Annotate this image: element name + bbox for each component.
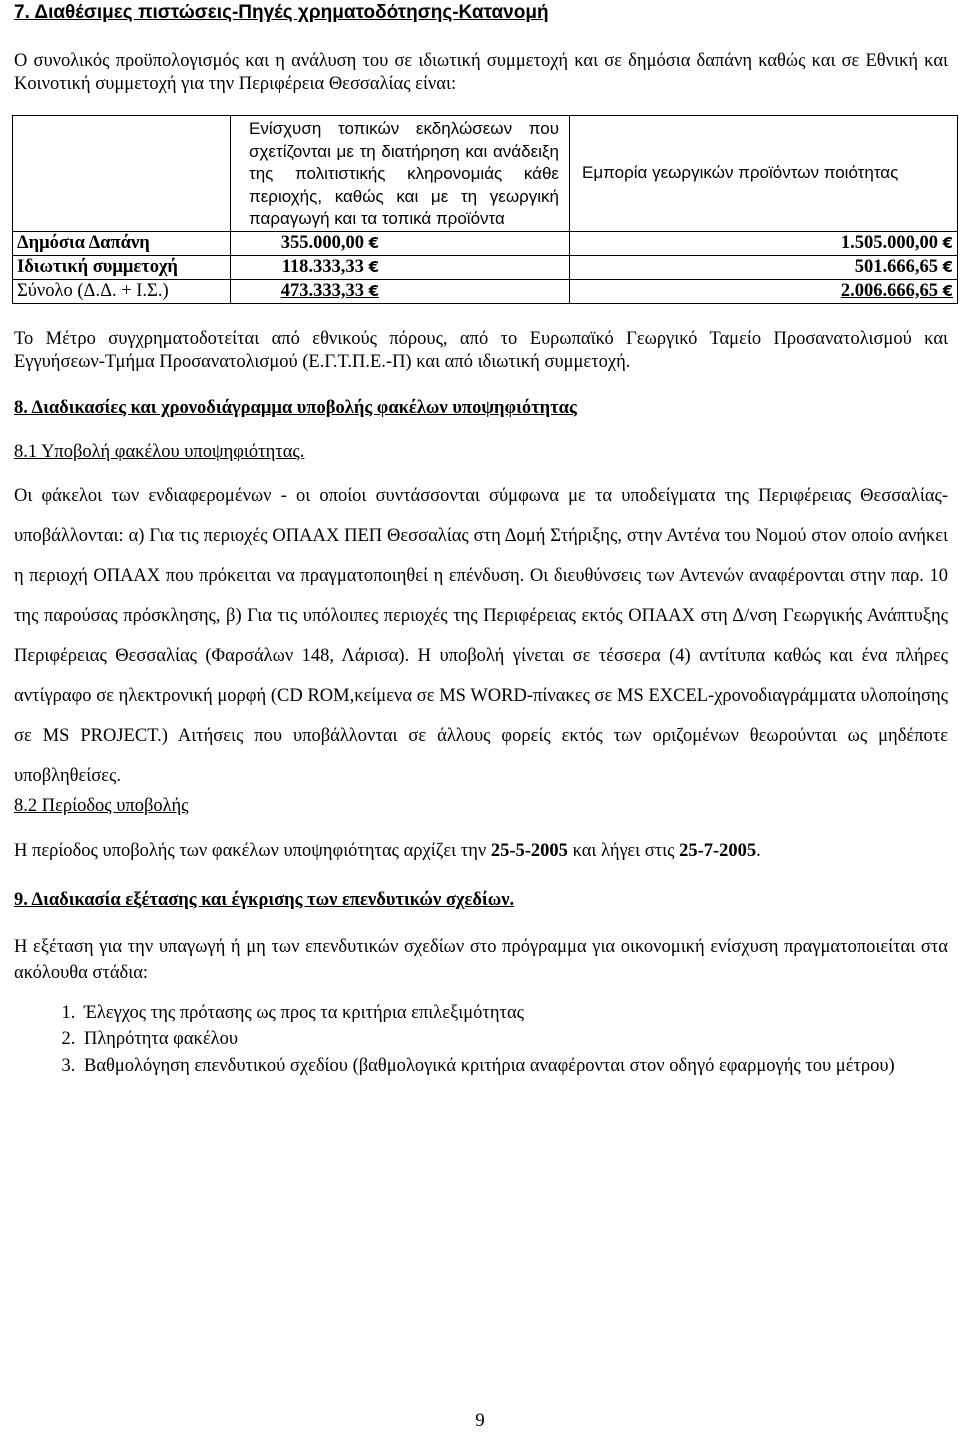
row-value-col2: 2.006.666,65 € [570,279,958,303]
table-row [13,231,958,255]
table-row [13,255,958,279]
subsection-8-1-title: 8.1 Υποβολή φακέλου υποψηφιότητας. [14,441,305,462]
row-value-col2: 1.505.000,00 € [570,231,958,255]
row-value-col1: 473.333,33 € [231,279,570,303]
evaluation-stages-list [14,1000,948,1080]
submission-paragraph: Οι φάκελοι των ενδιαφερομένων - οι οποίοι συντάσσονται σύμφωνα με τα υποδείγματα της Περιφέρειας Θεσσαλίας- υποβάλλονται: α) Για τις περιοχές ΟΠΑΑΧ ΠΕΠ Θεσσαλίας στη Δομή Στήριξης, στην Αντένα του Νομού στον οποίο ανήκει η περιοχή ΟΠΑΑΧ που πρόκειται να πραγματοποιηθεί η επένδυση. Οι διευθύνσεις των Αντενών αναφέρονται στην παρ. 10 της παρούσας πρόσκλησης, β) Για τις υπόλοιπες περιοχές της Περιφέρειας εκτός ΟΠΑΑΧ στη Δ/νση Γεωργικής Ανάπτυξης Περιφέρειας Θεσσαλίας (Φαρσάλων 148, Λάρισα). Η υποβολή γίνεται σε τέσσερα (4) αντίτυπα καθώς και ένα πλήρες αντίγραφο σε ηλεκτρονική μορφή (CD ROM,κείμενα σε MS WORD-πίνακες σε MS EXCEL-χρονοδιαγράμματα υλοποίησης σε MS PROJECT.) Αιτήσεις που υποβάλλονται σε άλλους φορείς εκτός των οριζομένων θεωρούνται ως μηδέποτε υποβληθείσες. [14,485,948,786]
funding-paragraph: Το Μέτρο συγχρηματοδοτείται από εθνικούς πόρους, από το Ευρωπαϊκό Γεωργικό Ταμείο Προσανατολισμού και Εγγυήσεων-Τμήμα Προσανατολισμού (Ε.Γ.Τ.Π.Ε.-Π) και από ιδιωτική συμμετοχή. [14,328,948,372]
section-8-title: 8. Διαδικασίες και χρονοδιάγραμμα υποβολής φακέλων υποψηφιότητας [14,397,577,418]
period-start-date: 25-5-2005 [490,840,568,861]
row-label: Δημόσια Δαπάνη [13,231,231,255]
table-row [13,279,958,303]
table-header-row [13,116,958,232]
section-9-title: 9. Διαδικασία εξέτασης και έγκρισης των επενδυτικών σχεδίων. [14,889,515,910]
page-number: 9 [475,1410,485,1431]
list-item: 1. Έλεγχος της πρότασης ως προς τα κριτήρια επιλεξιμότητας [80,1000,948,1027]
row-value-col1: 118.333,33 € [231,255,570,279]
euro-symbol: € [368,281,379,300]
euro-symbol: € [942,281,953,300]
section-7-title: 7. Διαθέσιμες πιστώσεις-Πηγές χρηματοδότησης-Κατανομή [14,2,549,23]
document-page [14,0,953,1079]
subsection-8-2-title: 8.2 Περίοδος υποβολής [14,795,189,816]
section-7-intro: Ο συνολικός προϋπολογισμός και η ανάλυση του σε ιδιωτική συμμετοχή και σε δημόσια δαπάνη καθώς και σε Εθνική και Κοινοτική συμμετοχή για την Περιφέρεια Θεσσαλίας είναι: [14,51,948,94]
submission-period-paragraph: Η περίοδος υποβολής των φακέλων υποψηφιότητας αρχίζει την 25-5-2005 και λήγει στις 25-7-2005. [14,840,761,861]
euro-symbol: € [942,257,953,276]
header-empty-cell [13,116,231,232]
euro-symbol: € [368,257,379,276]
section-9-intro: Η εξέταση για την υπαγωγή ή μη των επενδυτικών σχεδίων στο πρόγραμμα για οικονομική ενίσχυση πραγματοποιείται στα ακόλουθα στάδια: [14,936,948,983]
row-value-col1: 355.000,00 € [231,231,570,255]
budget-table [12,115,958,304]
euro-symbol: € [942,233,953,252]
row-value-col2: 501.666,65 € [570,255,958,279]
list-item: 2. Πληρότητα φακέλου [80,1026,948,1053]
row-label: Ιδιωτική συμμετοχή [13,255,231,279]
row-label: Σύνολο (Δ.Δ. + Ι.Σ.) [13,279,231,303]
list-item: 3. Βαθμολόγηση επενδυτικού σχεδίου (βαθμολογικά κριτήρια αναφέρονται στον οδηγό εφαρμογής του μέτρου) [80,1053,948,1080]
euro-symbol: € [368,233,379,252]
header-col2: Εμπορία γεωργικών προϊόντων ποιότητας [570,116,958,232]
period-end-date: 25-7-2005 [679,840,757,861]
header-col1: Ενίσχυση τοπικών εκδηλώσεων που σχετίζονται με τη διατήρηση και ανάδειξη της πολιτιστικής κληρονομιάς κάθε περιοχής, καθώς και με τη γεωργική παραγωγή και τα τοπικά προϊόντα [231,116,570,232]
